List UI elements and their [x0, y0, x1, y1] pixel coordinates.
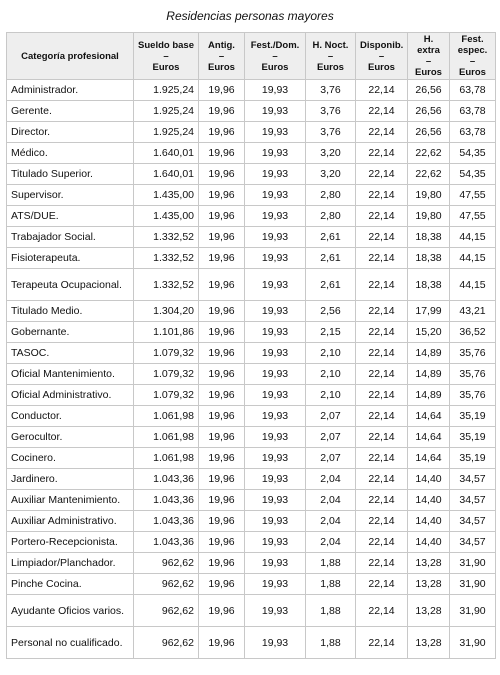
cell-h-noct: 2,07 [306, 427, 356, 448]
cell-categoria: Administrador. [7, 80, 134, 101]
cell-antig: 19,96 [199, 385, 245, 406]
cell-antig: 19,96 [199, 101, 245, 122]
cell-disponib: 22,14 [356, 343, 408, 364]
cell-fest-espec: 35,76 [450, 364, 496, 385]
cell-fest-espec: 36,52 [450, 322, 496, 343]
cell-fest-espec: 35,19 [450, 406, 496, 427]
table-row [7, 553, 496, 574]
cell-h-noct: 3,20 [306, 164, 356, 185]
cell-antig: 19,96 [199, 490, 245, 511]
cell-h-extra: 15,20 [408, 322, 450, 343]
table-row [7, 122, 496, 143]
cell-sueldo-base: 962,62 [134, 627, 199, 659]
cell-sueldo-base: 1.925,24 [134, 122, 199, 143]
table-row [7, 490, 496, 511]
cell-fest-espec: 34,57 [450, 511, 496, 532]
cell-h-extra: 13,28 [408, 553, 450, 574]
cell-h-extra: 14,40 [408, 490, 450, 511]
header-unit: Euros [459, 67, 486, 78]
cell-fest-espec: 31,90 [450, 553, 496, 574]
cell-h-noct: 1,88 [306, 627, 356, 659]
cell-h-noct: 2,07 [306, 448, 356, 469]
cell-fest-espec: 63,78 [450, 101, 496, 122]
cell-fest-espec: 31,90 [450, 627, 496, 659]
cell-h-extra: 18,38 [408, 248, 450, 269]
cell-categoria: Gerocultor. [7, 427, 134, 448]
cell-h-extra: 18,38 [408, 269, 450, 301]
cell-categoria: Jardinero. [7, 469, 134, 490]
cell-fest-espec: 63,78 [450, 122, 496, 143]
header-dash: – [378, 50, 385, 62]
cell-fest-dom: 19,93 [245, 80, 306, 101]
cell-h-noct: 2,04 [306, 532, 356, 553]
cell-categoria: Trabajador Social. [7, 227, 134, 248]
cell-categoria: TASOC. [7, 343, 134, 364]
cell-fest-dom: 19,93 [245, 469, 306, 490]
cell-sueldo-base: 962,62 [134, 553, 199, 574]
table-row [7, 469, 496, 490]
cell-disponib: 22,14 [356, 511, 408, 532]
cell-fest-dom: 19,93 [245, 364, 306, 385]
table-row [7, 364, 496, 385]
cell-h-noct: 3,76 [306, 101, 356, 122]
cell-categoria: Personal no cualificado. [7, 627, 134, 659]
cell-disponib: 22,14 [356, 269, 408, 301]
header-title: H. extra [417, 34, 440, 56]
cell-fest-dom: 19,93 [245, 122, 306, 143]
cell-fest-espec: 63,78 [450, 80, 496, 101]
table-row [7, 406, 496, 427]
cell-disponib: 22,14 [356, 301, 408, 322]
cell-categoria: Conductor. [7, 406, 134, 427]
cell-disponib: 22,14 [356, 122, 408, 143]
cell-fest-espec: 31,90 [450, 595, 496, 627]
cell-antig: 19,96 [199, 80, 245, 101]
cell-h-noct: 2,04 [306, 469, 356, 490]
cell-sueldo-base: 1.640,01 [134, 164, 199, 185]
table-row [7, 322, 496, 343]
cell-fest-espec: 43,21 [450, 301, 496, 322]
cell-sueldo-base: 1.079,32 [134, 364, 199, 385]
cell-disponib: 22,14 [356, 469, 408, 490]
cell-sueldo-base: 1.332,52 [134, 248, 199, 269]
cell-disponib: 22,14 [356, 227, 408, 248]
cell-fest-espec: 47,55 [450, 206, 496, 227]
cell-fest-dom: 19,93 [245, 595, 306, 627]
cell-disponib: 22,14 [356, 532, 408, 553]
cell-disponib: 22,14 [356, 206, 408, 227]
cell-h-extra: 13,28 [408, 627, 450, 659]
cell-categoria: Gobernante. [7, 322, 134, 343]
cell-antig: 19,96 [199, 406, 245, 427]
cell-disponib: 22,14 [356, 385, 408, 406]
cell-h-noct: 1,88 [306, 595, 356, 627]
cell-h-extra: 19,80 [408, 206, 450, 227]
cell-categoria: Fisioterapeuta. [7, 248, 134, 269]
salary-table [6, 32, 496, 659]
cell-h-noct: 3,76 [306, 80, 356, 101]
cell-h-noct: 3,76 [306, 122, 356, 143]
cell-antig: 19,96 [199, 301, 245, 322]
cell-antig: 19,96 [199, 574, 245, 595]
cell-h-extra: 18,38 [408, 227, 450, 248]
table-row [7, 227, 496, 248]
cell-h-extra: 22,62 [408, 143, 450, 164]
header-dash: – [272, 50, 278, 62]
header-title: H. Noct. [312, 39, 349, 51]
cell-disponib: 22,14 [356, 490, 408, 511]
cell-categoria: ATS/DUE. [7, 206, 134, 227]
cell-categoria: Portero-Recepcionista. [7, 532, 134, 553]
cell-h-extra: 26,56 [408, 80, 450, 101]
table-body [7, 80, 496, 659]
table-row [7, 427, 496, 448]
cell-disponib: 22,14 [356, 574, 408, 595]
header-dash: – [327, 50, 334, 62]
cell-antig: 19,96 [199, 343, 245, 364]
cell-categoria: Oficial Administrativo. [7, 385, 134, 406]
cell-h-extra: 14,64 [408, 448, 450, 469]
cell-disponib: 22,14 [356, 322, 408, 343]
cell-h-noct: 2,07 [306, 406, 356, 427]
cell-disponib: 22,14 [356, 248, 408, 269]
cell-fest-dom: 19,93 [245, 301, 306, 322]
cell-h-noct: 2,80 [306, 185, 356, 206]
cell-fest-dom: 19,93 [245, 343, 306, 364]
cell-fest-espec: 31,90 [450, 574, 496, 595]
table-row [7, 532, 496, 553]
table-row [7, 206, 496, 227]
cell-antig: 19,96 [199, 206, 245, 227]
table-header [7, 33, 496, 80]
table-row [7, 511, 496, 532]
cell-sueldo-base: 1.079,32 [134, 385, 199, 406]
cell-fest-espec: 34,57 [450, 532, 496, 553]
header-antig [199, 33, 245, 80]
cell-sueldo-base: 1.043,36 [134, 490, 199, 511]
header-unit: Euros [317, 61, 344, 73]
cell-fest-dom: 19,93 [245, 143, 306, 164]
cell-fest-espec: 34,57 [450, 490, 496, 511]
cell-sueldo-base: 1.435,00 [134, 185, 199, 206]
cell-h-noct: 2,61 [306, 227, 356, 248]
cell-categoria: Auxiliar Mantenimiento. [7, 490, 134, 511]
table-row [7, 101, 496, 122]
header-title: Fest. espec. [457, 34, 488, 56]
cell-disponib: 22,14 [356, 406, 408, 427]
cell-fest-dom: 19,93 [245, 101, 306, 122]
cell-h-extra: 14,64 [408, 406, 450, 427]
header-fest-dom [245, 33, 306, 80]
header-dash: – [163, 50, 169, 62]
cell-fest-espec: 44,15 [450, 248, 496, 269]
header-title: Disponib. [360, 39, 404, 51]
cell-disponib: 22,14 [356, 185, 408, 206]
cell-antig: 19,96 [199, 122, 245, 143]
cell-fest-dom: 19,93 [245, 185, 306, 206]
cell-fest-espec: 47,55 [450, 185, 496, 206]
cell-disponib: 22,14 [356, 364, 408, 385]
cell-sueldo-base: 1.332,52 [134, 269, 199, 301]
cell-categoria: Terapeuta Ocupacional. [7, 269, 134, 301]
cell-sueldo-base: 1.332,52 [134, 227, 199, 248]
cell-fest-espec: 35,76 [450, 343, 496, 364]
cell-disponib: 22,14 [356, 553, 408, 574]
table-row [7, 248, 496, 269]
cell-h-extra: 22,62 [408, 164, 450, 185]
cell-fest-dom: 19,93 [245, 406, 306, 427]
header-row [7, 33, 496, 80]
cell-h-extra: 14,89 [408, 343, 450, 364]
table-row [7, 301, 496, 322]
header-unit: Euros [415, 67, 442, 78]
header-dash: – [425, 56, 432, 67]
cell-fest-dom: 19,93 [245, 532, 306, 553]
cell-h-noct: 3,20 [306, 143, 356, 164]
cell-h-extra: 14,40 [408, 469, 450, 490]
cell-fest-dom: 19,93 [245, 385, 306, 406]
cell-sueldo-base: 1.043,36 [134, 532, 199, 553]
table-row [7, 185, 496, 206]
cell-antig: 19,96 [199, 322, 245, 343]
cell-disponib: 22,14 [356, 164, 408, 185]
cell-h-extra: 13,28 [408, 574, 450, 595]
header-unit: Euros [261, 61, 289, 73]
cell-sueldo-base: 1.043,36 [134, 511, 199, 532]
header-title: Sueldo base [138, 39, 194, 51]
cell-h-noct: 2,15 [306, 322, 356, 343]
cell-categoria: Pinche Cocina. [7, 574, 134, 595]
header-unit: Euros [208, 61, 235, 73]
header-title: Antig. [208, 39, 235, 51]
header-title: Fest./Dom. [250, 39, 300, 51]
cell-categoria: Limpiador/Planchador. [7, 553, 134, 574]
cell-fest-dom: 19,93 [245, 574, 306, 595]
cell-fest-dom: 19,93 [245, 627, 306, 659]
cell-antig: 19,96 [199, 143, 245, 164]
cell-h-noct: 2,04 [306, 490, 356, 511]
cell-categoria: Supervisor. [7, 185, 134, 206]
cell-antig: 19,96 [199, 248, 245, 269]
header-dash: – [469, 56, 476, 67]
cell-h-extra: 13,28 [408, 595, 450, 627]
cell-h-extra: 14,64 [408, 427, 450, 448]
header-fest-espec [450, 33, 496, 80]
cell-sueldo-base: 1.304,20 [134, 301, 199, 322]
cell-h-extra: 26,56 [408, 122, 450, 143]
cell-fest-dom: 19,93 [245, 322, 306, 343]
cell-h-extra: 14,89 [408, 364, 450, 385]
cell-fest-dom: 19,93 [245, 448, 306, 469]
table-row [7, 385, 496, 406]
header-unit: Euros [152, 61, 180, 73]
cell-categoria: Titulado Medio. [7, 301, 134, 322]
cell-categoria: Auxiliar Administrativo. [7, 511, 134, 532]
header-unit: Euros [368, 61, 395, 73]
cell-disponib: 22,14 [356, 595, 408, 627]
cell-sueldo-base: 1.061,98 [134, 406, 199, 427]
cell-categoria: Cocinero. [7, 448, 134, 469]
cell-antig: 19,96 [199, 532, 245, 553]
cell-disponib: 22,14 [356, 101, 408, 122]
cell-sueldo-base: 962,62 [134, 595, 199, 627]
cell-categoria: Médico. [7, 143, 134, 164]
cell-h-noct: 2,56 [306, 301, 356, 322]
cell-h-noct: 2,10 [306, 364, 356, 385]
cell-sueldo-base: 1.061,98 [134, 427, 199, 448]
cell-fest-espec: 54,35 [450, 164, 496, 185]
cell-antig: 19,96 [199, 427, 245, 448]
cell-sueldo-base: 1.101,86 [134, 322, 199, 343]
cell-h-noct: 2,10 [306, 343, 356, 364]
table-row [7, 80, 496, 101]
cell-fest-dom: 19,93 [245, 164, 306, 185]
header-categoria [7, 33, 134, 80]
cell-h-extra: 14,40 [408, 532, 450, 553]
cell-h-extra: 17,99 [408, 301, 450, 322]
table-row [7, 343, 496, 364]
cell-fest-espec: 35,76 [450, 385, 496, 406]
cell-antig: 19,96 [199, 269, 245, 301]
cell-antig: 19,96 [199, 627, 245, 659]
cell-antig: 19,96 [199, 595, 245, 627]
cell-categoria: Oficial Mantenimiento. [7, 364, 134, 385]
cell-antig: 19,96 [199, 469, 245, 490]
cell-fest-dom: 19,93 [245, 227, 306, 248]
cell-fest-espec: 44,15 [450, 269, 496, 301]
cell-fest-dom: 19,93 [245, 248, 306, 269]
cell-disponib: 22,14 [356, 627, 408, 659]
cell-sueldo-base: 1.079,32 [134, 343, 199, 364]
cell-h-noct: 2,61 [306, 248, 356, 269]
cell-h-noct: 1,88 [306, 553, 356, 574]
cell-fest-espec: 44,15 [450, 227, 496, 248]
table-row [7, 164, 496, 185]
cell-sueldo-base: 1.061,98 [134, 448, 199, 469]
cell-antig: 19,96 [199, 448, 245, 469]
cell-h-noct: 2,04 [306, 511, 356, 532]
cell-categoria: Gerente. [7, 101, 134, 122]
cell-fest-dom: 19,93 [245, 269, 306, 301]
cell-antig: 19,96 [199, 553, 245, 574]
cell-fest-espec: 34,57 [450, 469, 496, 490]
cell-sueldo-base: 1.435,00 [134, 206, 199, 227]
table-row [7, 595, 496, 627]
header-sueldo-base [134, 33, 199, 80]
cell-disponib: 22,14 [356, 80, 408, 101]
table-row [7, 143, 496, 164]
cell-sueldo-base: 962,62 [134, 574, 199, 595]
cell-h-noct: 2,10 [306, 385, 356, 406]
table-row [7, 574, 496, 595]
table-row [7, 448, 496, 469]
cell-fest-espec: 54,35 [450, 143, 496, 164]
cell-antig: 19,96 [199, 511, 245, 532]
header-h-extra [408, 33, 450, 80]
cell-fest-dom: 19,93 [245, 490, 306, 511]
cell-h-extra: 14,89 [408, 385, 450, 406]
table-row [7, 269, 496, 301]
cell-sueldo-base: 1.043,36 [134, 469, 199, 490]
header-h-noct [306, 33, 356, 80]
table-row [7, 627, 496, 659]
cell-h-extra: 14,40 [408, 511, 450, 532]
cell-sueldo-base: 1.640,01 [134, 143, 199, 164]
cell-sueldo-base: 1.925,24 [134, 101, 199, 122]
cell-antig: 19,96 [199, 227, 245, 248]
cell-disponib: 22,14 [356, 448, 408, 469]
cell-fest-dom: 19,93 [245, 427, 306, 448]
cell-antig: 19,96 [199, 164, 245, 185]
cell-fest-espec: 35,19 [450, 427, 496, 448]
cell-h-extra: 26,56 [408, 101, 450, 122]
cell-categoria: Ayudante Oficios varios. [7, 595, 134, 627]
cell-fest-espec: 35,19 [450, 448, 496, 469]
cell-h-noct: 2,61 [306, 269, 356, 301]
table-caption: Residencias personas mayores [166, 9, 334, 23]
cell-disponib: 22,14 [356, 427, 408, 448]
cell-fest-dom: 19,93 [245, 511, 306, 532]
header-dash: – [218, 50, 225, 62]
cell-antig: 19,96 [199, 364, 245, 385]
cell-h-extra: 19,80 [408, 185, 450, 206]
cell-sueldo-base: 1.925,24 [134, 80, 199, 101]
cell-disponib: 22,14 [356, 143, 408, 164]
cell-h-noct: 1,88 [306, 574, 356, 595]
header-title: Categoría profesional [21, 50, 119, 62]
cell-fest-dom: 19,93 [245, 206, 306, 227]
cell-fest-dom: 19,93 [245, 553, 306, 574]
header-disponib [356, 33, 408, 80]
cell-antig: 19,96 [199, 185, 245, 206]
cell-h-noct: 2,80 [306, 206, 356, 227]
cell-categoria: Titulado Superior. [7, 164, 134, 185]
cell-categoria: Director. [7, 122, 134, 143]
